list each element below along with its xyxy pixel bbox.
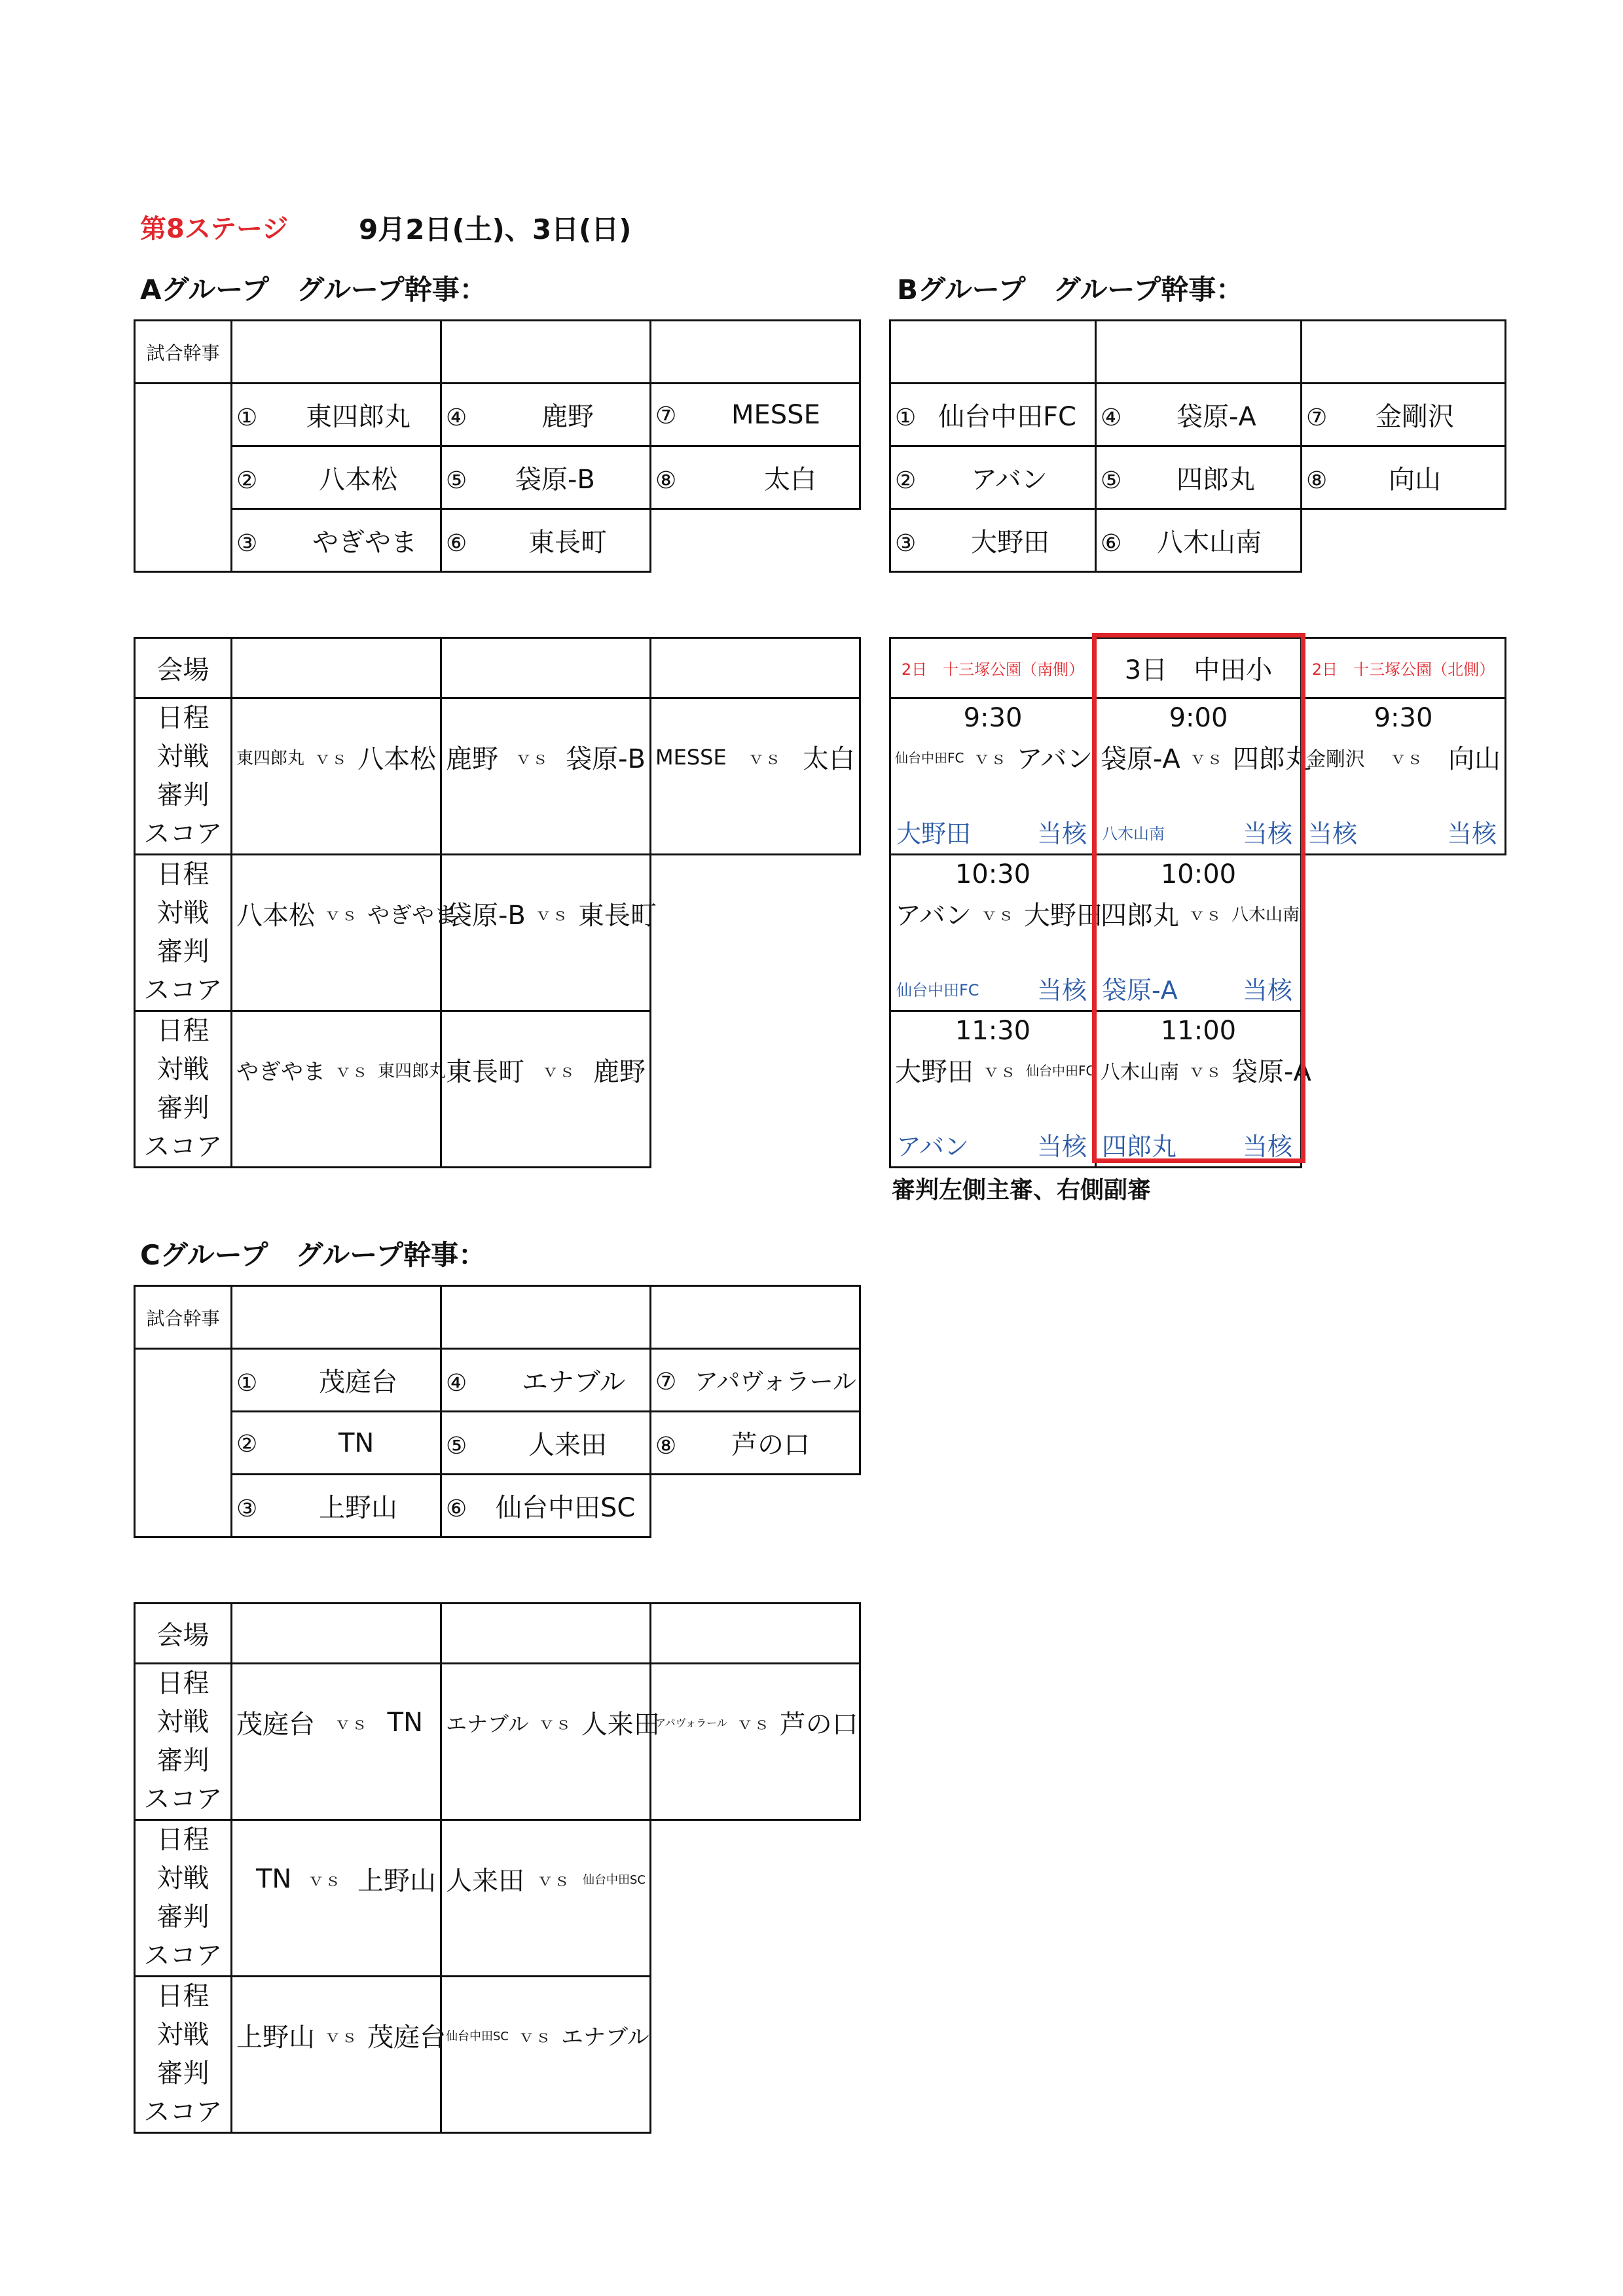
team-cell: ⑤ 四郎丸 — [1096, 446, 1302, 509]
team-cell: ⑦ アパヴォラール — [651, 1349, 860, 1412]
team-cell: ④ 袋原-A — [1096, 384, 1302, 446]
venue-label: 会場 — [135, 1604, 232, 1664]
group-c-schedule — [134, 1602, 861, 2134]
team-cell: ⑧ 太白 — [651, 446, 860, 509]
row-labels: 日程 対戦 審判 スコア — [135, 855, 232, 1011]
stage-date: 9月2日(土)、3日(日) — [359, 213, 632, 245]
referee-row: 大野田 当核 — [896, 819, 1087, 848]
team-cell: ② 八本松 — [232, 446, 441, 509]
group-b-team-table — [889, 319, 1506, 573]
venue-cell: 3日 中田小 — [1096, 638, 1302, 698]
referee-row: 当核 当核 — [1307, 819, 1497, 848]
team-cell: ⑧ 向山 — [1302, 446, 1506, 509]
group-a-team-table — [134, 319, 861, 573]
team-cell: ③ やぎやま — [232, 509, 441, 572]
team-cell: ③ 上野山 — [232, 1475, 441, 1537]
match-cell: 10:00 四郎丸 ｖｓ 八木山南 袋原-A 当核 — [1096, 855, 1302, 1011]
match-cell: 9:30 仙台中田FC ｖｓ アバン 大野田 当核 — [890, 698, 1096, 855]
match-cell: 東長町 ｖｓ 鹿野 — [441, 1011, 651, 1168]
referee-note: 審判左側主審、右側副審 — [892, 1177, 1152, 1204]
team-cell: ⑥ 東長町 — [441, 509, 651, 572]
stage-title: 第8ステージ — [140, 214, 289, 244]
group-a-title: Aグループ グループ幹事： — [140, 274, 487, 306]
referee-row: 仙台中田FC 当核 — [896, 976, 1087, 1005]
match-cell: 11:00 八木山南 ｖｓ 袋原-A 四郎丸 当核 — [1096, 1011, 1302, 1168]
group-b-title: Bグループ グループ幹事： — [897, 274, 1244, 306]
secretary-label: 試合幹事 — [135, 1286, 232, 1349]
row-labels: 日程 対戦 審判 スコア — [135, 1820, 232, 1977]
team-cell: ① 仙台中田FC — [890, 384, 1096, 446]
match-cell: 仙台中田SC ｖｓ エナブル — [441, 1977, 651, 2133]
team-cell: ⑤ 袋原-B — [441, 446, 651, 509]
group-c-team-table — [134, 1285, 861, 1538]
match-cell: 上野山 ｖｓ 茂庭台 — [232, 1977, 441, 2133]
team-cell: ② アバン — [890, 446, 1096, 509]
referee-row: アバン 当核 — [896, 1132, 1087, 1161]
team-cell: ⑦ MESSE — [651, 384, 860, 446]
match-cell: やぎやま ｖｓ 東四郎丸 — [232, 1011, 441, 1168]
row-labels: 日程 対戦 審判 スコア — [135, 1977, 232, 2133]
venue-cell: 2日 十三塚公園（北側） — [1302, 638, 1506, 698]
team-cell: ⑥ 仙台中田SC — [441, 1475, 651, 1537]
match-cell: アパヴォラール ｖｓ 芦の口 — [651, 1664, 860, 1820]
match-cell: 10:30 アバン ｖｓ 大野田 仙台中田FC 当核 — [890, 855, 1096, 1011]
team-cell: ① 東四郎丸 — [232, 384, 441, 446]
team-cell: ⑧ 芦の口 — [651, 1412, 860, 1475]
match-cell: 茂庭台 ｖｓ TN — [232, 1664, 441, 1820]
match-cell: 9:00 袋原-A ｖｓ 四郎丸 八木山南 当核 — [1096, 698, 1302, 855]
venue-cell: 2日 十三塚公園（南側） — [890, 638, 1096, 698]
match-cell: 11:30 大野田 ｖｓ 仙台中田FC アバン 当核 — [890, 1011, 1096, 1168]
row-labels: 日程 対戦 審判 スコア — [135, 1664, 232, 1820]
match-cell: 袋原-B ｖｓ 東長町 — [441, 855, 651, 1011]
match-cell: 八本松 ｖｓ やぎやま — [232, 855, 441, 1011]
referee-row: 袋原-A 当核 — [1102, 976, 1292, 1005]
team-cell: ② TN — [232, 1412, 441, 1475]
group-a-schedule — [134, 637, 861, 1168]
row-labels: 日程 対戦 審判 スコア — [135, 698, 232, 855]
team-cell: ④ エナブル — [441, 1349, 651, 1412]
match-cell: 9:30 金剛沢 ｖｓ 向山 当核 当核 — [1302, 698, 1506, 855]
match-cell: 東四郎丸 ｖｓ 八本松 — [232, 698, 441, 855]
team-cell: ① 茂庭台 — [232, 1349, 441, 1412]
team-cell: ⑤ 人来田 — [441, 1412, 651, 1475]
match-cell: 人来田 ｖｓ 仙台中田SC — [441, 1820, 651, 1977]
venue-label: 会場 — [135, 638, 232, 698]
group-c-title: Cグループ グループ幹事： — [140, 1239, 486, 1271]
team-cell: ⑦ 金剛沢 — [1302, 384, 1506, 446]
referee-row: 八木山南 当核 — [1102, 819, 1292, 848]
highlight-box — [1092, 633, 1305, 1163]
match-cell: TN ｖｓ 上野山 — [232, 1820, 441, 1977]
match-cell: 鹿野 ｖｓ 袋原-B — [441, 698, 651, 855]
referee-row: 四郎丸 当核 — [1102, 1132, 1292, 1161]
team-cell: ⑥ 八木山南 — [1096, 509, 1302, 572]
match-cell: MESSE ｖｓ 太白 — [651, 698, 860, 855]
team-cell: ④ 鹿野 — [441, 384, 651, 446]
match-cell: エナブル ｖｓ 人来田 — [441, 1664, 651, 1820]
team-cell: ③ 大野田 — [890, 509, 1096, 572]
secretary-label: 試合幹事 — [135, 321, 232, 384]
row-labels: 日程 対戦 審判 スコア — [135, 1011, 232, 1168]
